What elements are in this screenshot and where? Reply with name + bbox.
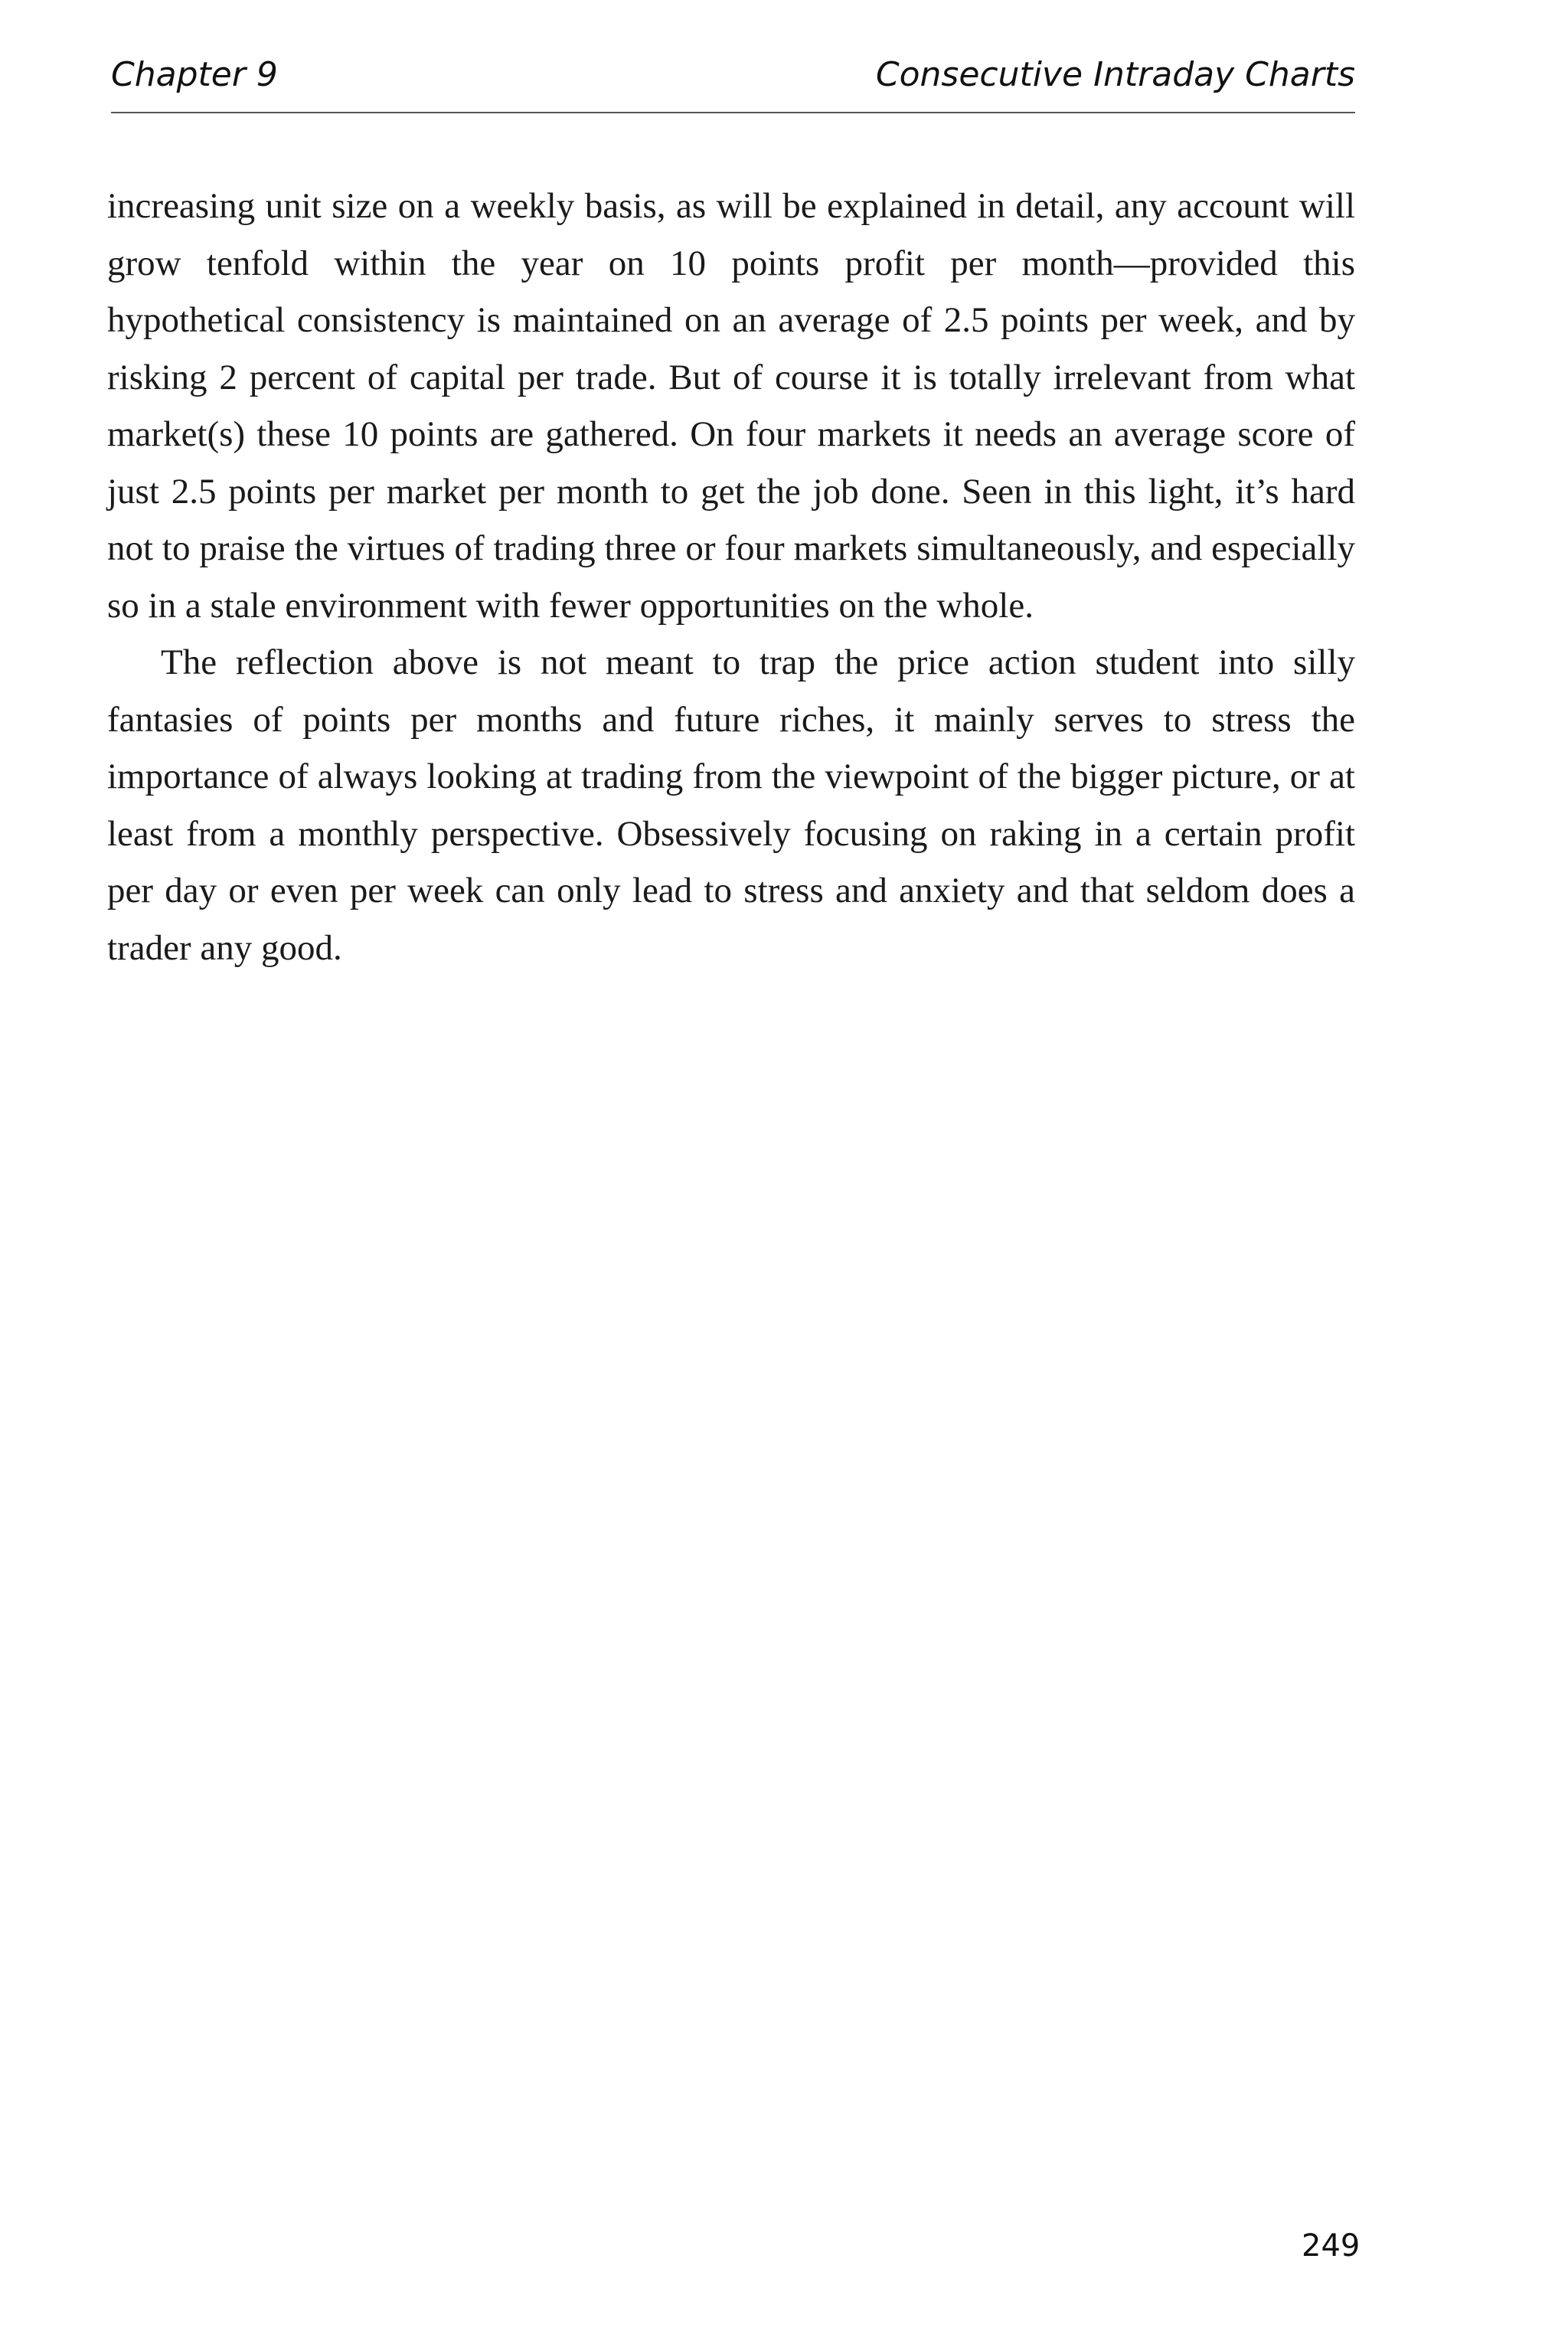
page-number: 249 — [1302, 2228, 1361, 2264]
paragraph-1: increasing unit size on a weekly basis, as will be explained in detail, any account will grow tenfold within the year on 10 points profit per month—provided this hypothetical consistency is maintained on an average of 2.5 points per week, and by risking 2 percent of capital per trade. But of course it is totally irrelevant from what market(s) these 10 points are gathered. On four markets it needs an average score of just 2.5 points per market per month to get the job done. Seen in this light, it’s hard not to praise the virtues of trading three or four markets simultaneously, and especially so in a stale environment with fewer opportunities on the whole. — [107, 186, 1355, 626]
running-header — [111, 47, 1355, 113]
chapter-label: Chapter 9 — [111, 55, 278, 94]
chapter-title: Consecutive Intraday Charts — [875, 55, 1355, 94]
paragraph-2: The reflection above is not meant to trap the price action student into silly fantasies of points per months and future riches, it mainly serves to stress the importance of always looking at trading from the viewpoint of the bigger picture, or at least from a monthly perspective. Obsessively focusing on raking in a certain profit per day or even per week can only lead to stress and anxiety and that seldom does a trader any good. — [107, 642, 1355, 968]
body-text — [107, 178, 1355, 976]
